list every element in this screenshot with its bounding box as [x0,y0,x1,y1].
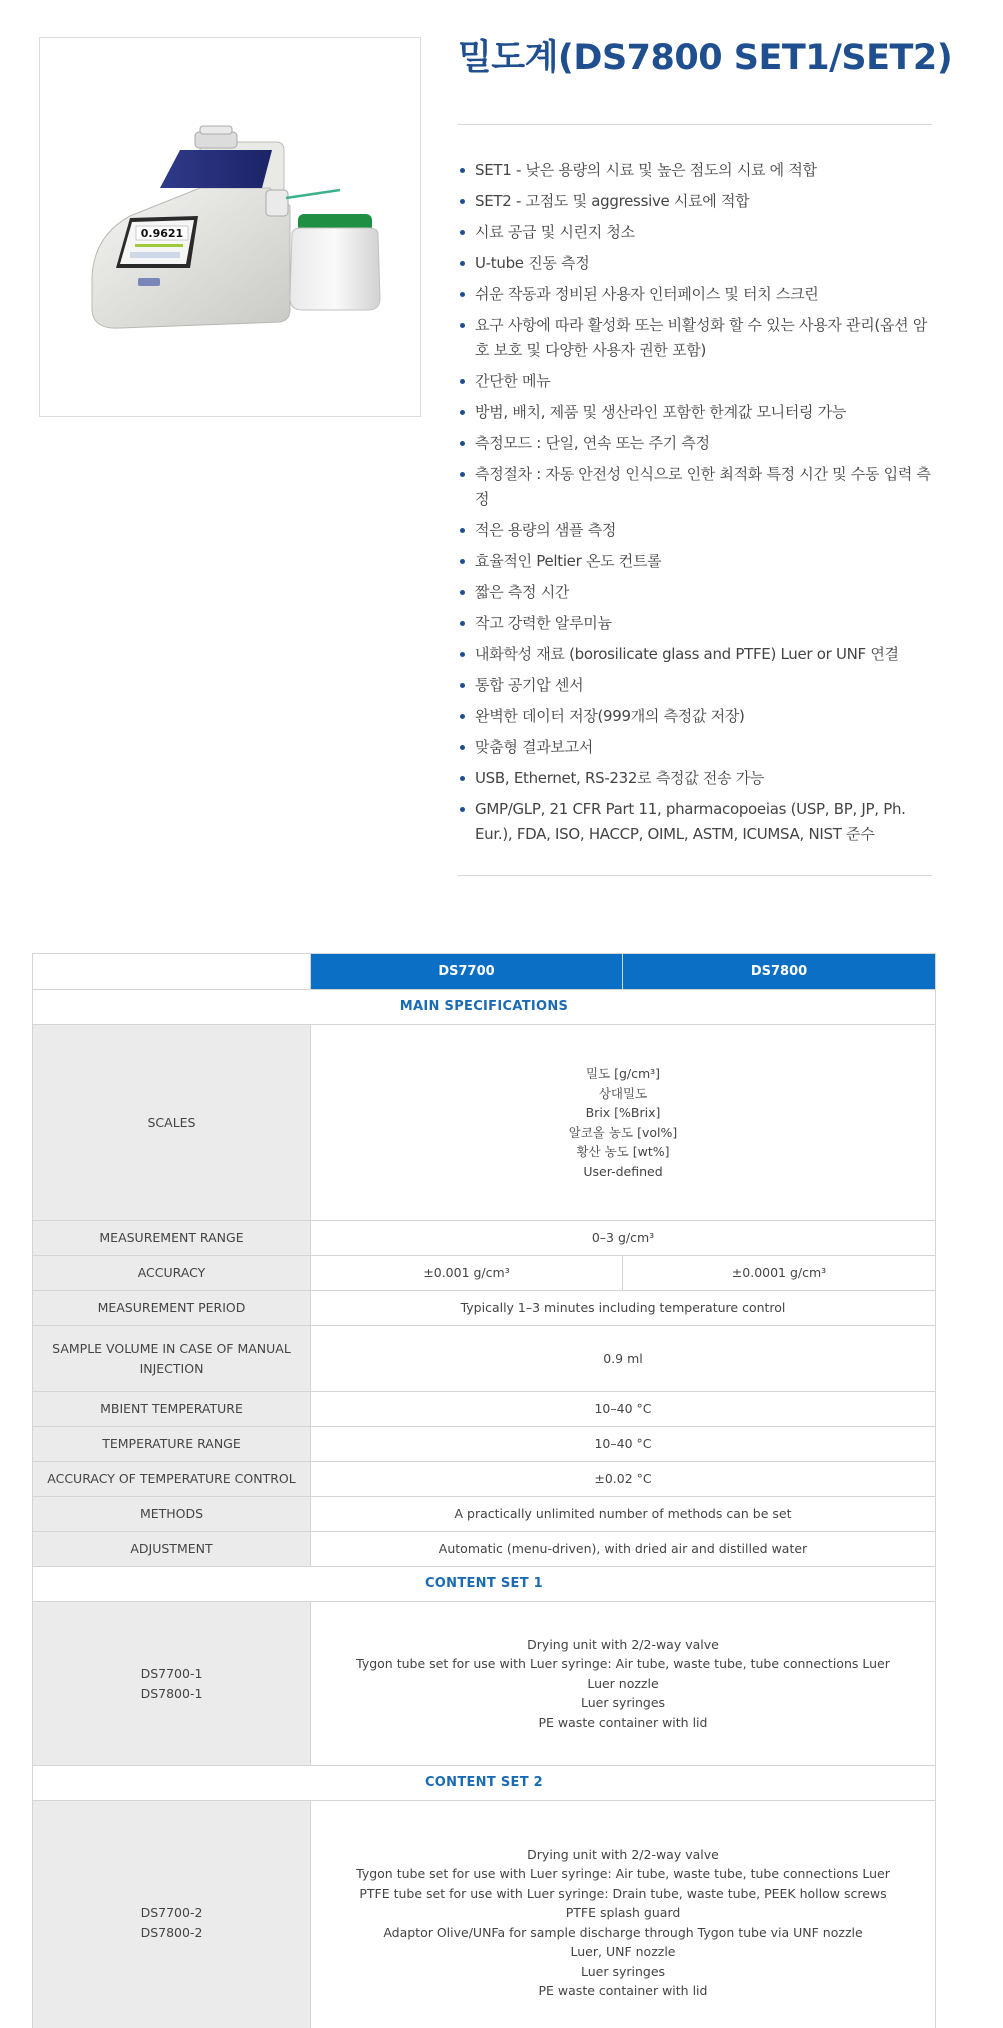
feature-item: SET1 - 낮은 용량의 시료 및 높은 점도의 시료 에 적합 [458,158,934,183]
display-reading: 0.9621 [140,227,184,240]
product-image [39,37,421,417]
set2-item: Adaptor Olive/UNFa for sample discharge through Tygon tube via UNF nozzle [383,1924,863,1940]
section-row [33,1567,936,1602]
adjustment-value: Automatic (menu-driven), with dried air and distilled water [311,1532,936,1567]
table-row [33,1291,936,1326]
set2-item: Luer syringes [580,1963,666,1979]
feature-item: 측정절차 : 자동 안전성 인식으로 인한 최적화 특정 시간 및 수동 입력 측정 [458,462,934,512]
table-row [33,1462,936,1497]
methods-value: A practically unlimited number of methods can be set [311,1497,936,1532]
feature-item: 내화학성 재료 (borosilicate glass and PTFE) Luer or UNF 연결 [458,642,934,667]
set1-item: PE waste container with lid [538,1714,708,1730]
table-row [33,1602,936,1766]
feature-item: 간단한 메뉴 [458,369,934,394]
scale-item: Brix [%Brix] [585,1105,661,1120]
set2-contents [311,1801,936,2028]
set2-item: Drying unit with 2/2-way valve [527,1846,719,1862]
set2-item: PTFE tube set for use with Luer syringe: Drain tube, waste tube, PEEK hollow screws [359,1885,887,1901]
table-row [33,1256,936,1291]
scales-value [311,1025,936,1221]
feature-item: 완벽한 데이터 저장(999개의 측정값 저장) [458,704,934,729]
density-meter-illustration [40,38,420,416]
table-row [33,1392,936,1427]
table-row [33,1801,936,2028]
scale-item: 밀도 [g/cm³] [585,1066,661,1081]
table-row [33,1532,936,1567]
row-label-methods: METHODS [33,1497,311,1532]
header-ds7700: DS7700 [311,954,623,990]
measurement-period-value: Typically 1–3 minutes including temperature control [311,1291,936,1326]
section-content-set-2: CONTENT SET 2 [33,1766,936,1801]
set2-item: Tygon tube set for use with Luer syringe: Air tube, waste tube, tube connections Luer [356,1866,890,1881]
feature-item: 짧은 측정 시간 [458,580,934,605]
set1-contents [311,1602,936,1766]
feature-item: 적은 용량의 샘플 측정 [458,518,934,543]
feature-item: 작고 강력한 알루미늄 [458,611,934,636]
scale-item: 상대밀도 [598,1085,648,1101]
feature-item: GMP/GLP, 21 CFR Part 11, pharmacopoeias (USP, BP, JP, Ph. Eur.), FDA, ISO, HACCP, OIML, ASTM, ICUMSA, NIST 준수 [458,797,934,847]
table-row [33,1025,936,1221]
section-main-specifications: MAIN SPECIFICATIONS [33,990,936,1025]
set2-item: Luer, UNF nozzle [570,1944,676,1959]
spec-table [32,953,936,2028]
ambient-temperature-value: 10–40 °C [311,1392,936,1427]
measurement-range-value: 0–3 g/cm³ [311,1221,936,1256]
set2-model-label: DS7800-2 [140,1924,203,1940]
row-label-measurement-period: MEASUREMENT PERIOD [33,1291,311,1326]
accuracy-ds7700: ±0.001 g/cm³ [311,1256,623,1291]
section-row [33,1766,936,1801]
set1-item: Tygon tube set for use with Luer syringe: Air tube, waste tube, tube connections Luer [356,1656,890,1672]
table-row [33,1497,936,1532]
set1-model-label: DS7700-1 [140,1666,203,1681]
header-ds7800: DS7800 [623,954,936,990]
feature-item: 방범, 배치, 제품 및 생산라인 포함한 한계값 모니터링 가능 [458,400,934,425]
temp-control-accuracy-value: ±0.02 °C [311,1462,936,1497]
set2-item: PE waste container with lid [538,1983,708,1998]
row-label-set2 [33,1801,311,2028]
row-label-temp-control-accuracy: ACCURACY OF TEMPERATURE CONTROL [33,1462,311,1497]
feature-item: U-tube 진동 측정 [458,251,934,276]
set1-model-label: DS7800-1 [140,1685,203,1701]
row-label-measurement-range: MEASUREMENT RANGE [33,1221,311,1256]
feature-item: 효율적인 Peltier 온도 컨트롤 [458,549,934,574]
features-divider [458,875,932,876]
feature-list [458,158,934,853]
feature-item: 맞춤형 결과보고서 [458,735,934,760]
row-label-temperature-range: TEMPERATURE RANGE [33,1427,311,1462]
page-title: 밀도계(DS7800 SET1/SET2) [458,38,953,78]
feature-item: USB, Ethernet, RS-232로 측정값 전송 가능 [458,766,934,791]
row-label-ambient-temperature: MBIENT TEMPERATURE [33,1392,311,1427]
section-row [33,990,936,1025]
feature-item: SET2 - 고점도 및 aggressive 시료에 적합 [458,189,934,214]
scale-item: 황산 농도 [wt%] [576,1144,670,1159]
table-row [33,1427,936,1462]
set1-item: Luer nozzle [587,1675,659,1691]
row-label-accuracy: ACCURACY [33,1256,311,1291]
section-content-set-1: CONTENT SET 1 [33,1567,936,1602]
row-label-scales: SCALES [33,1025,311,1221]
set2-item: PTFE splash guard [565,1905,681,1920]
table-row [33,1326,936,1392]
feature-item: 측정모드 : 단일, 연속 또는 주기 측정 [458,431,934,456]
scale-item: User-defined [583,1163,663,1179]
feature-item: 통합 공기압 센서 [458,673,934,698]
set1-item: Drying unit with 2/2-way valve [527,1636,719,1652]
temperature-range-value: 10–40 °C [311,1427,936,1462]
row-label-set1 [33,1602,311,1766]
set2-model-label: DS7700-2 [140,1905,203,1920]
header-blank-cell [33,954,311,990]
set1-item: Luer syringes [580,1695,666,1711]
sample-volume-value: 0.9 ml [311,1326,936,1392]
table-header-row [33,954,936,990]
feature-item: 시료 공급 및 시린지 청소 [458,220,934,245]
row-label-adjustment: ADJUSTMENT [33,1532,311,1567]
feature-item: 요구 사항에 따라 활성화 또는 비활성화 할 수 있는 사용자 관리(옵션 암호 보호 및 다양한 사용자 권한 포함) [458,313,934,363]
accuracy-ds7800: ±0.0001 g/cm³ [623,1256,936,1291]
feature-item: 쉬운 작동과 정비된 사용자 인터페이스 및 터치 스크린 [458,282,934,307]
table-row [33,1221,936,1256]
row-label-sample-volume: SAMPLE VOLUME IN CASE OF MANUAL INJECTION [33,1326,311,1392]
scale-item: 알코올 농도 [vol%] [568,1124,678,1140]
title-divider [458,124,932,125]
